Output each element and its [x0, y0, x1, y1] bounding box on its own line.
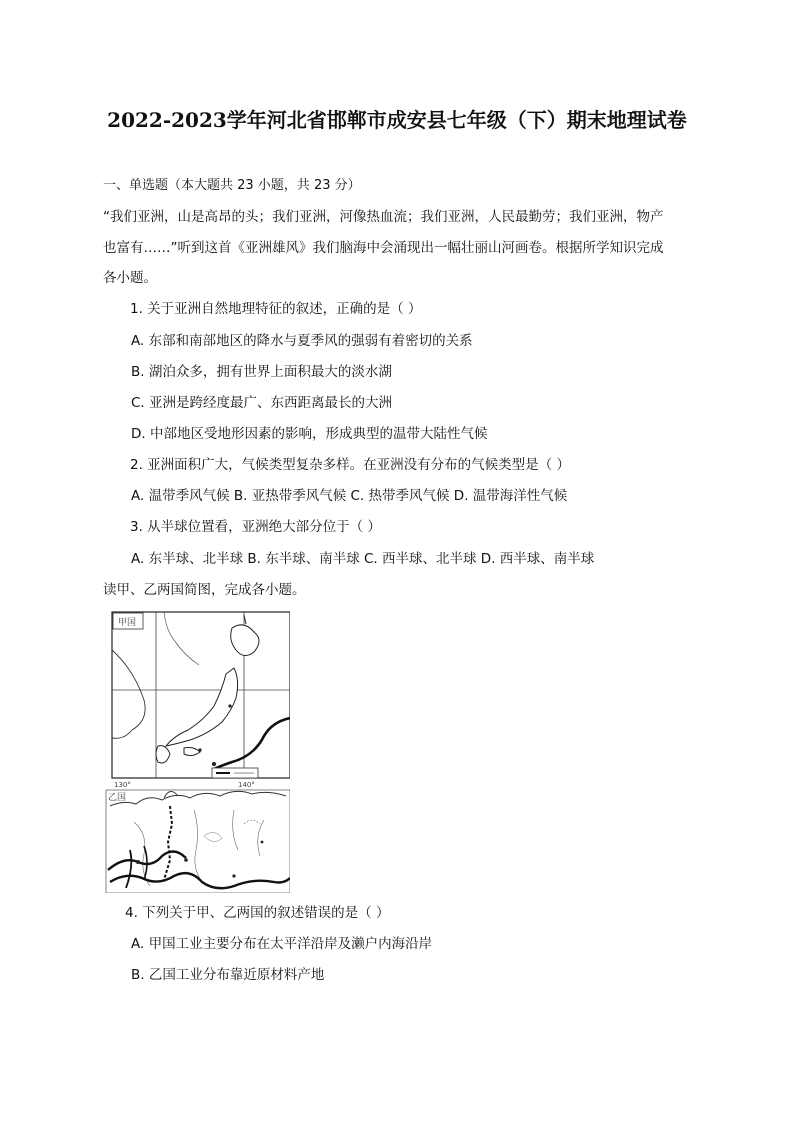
- passage-line-3: 各小题。: [103, 270, 157, 286]
- map-label-jia: 甲国: [118, 618, 137, 628]
- passage-line-2: 也富有……”听到这首《亚洲雄风》我们脑海中会涌现出一幅壮丽山河画卷。根据所学知识完成: [103, 240, 664, 256]
- question-1-stem: 1. 关于亚洲自然地理特征的叙述，正确的是（ ）: [130, 301, 422, 317]
- map-jia: [112, 612, 290, 778]
- question-3-options: A. 东半球、北半球 B. 东半球、南半球 C. 西半球、北半球 D. 西半球、南半球: [131, 551, 595, 567]
- question-3-stem: 3. 从半球位置看，亚洲绝大部分位于（ ）: [130, 519, 381, 535]
- question-1-option-d: D. 中部地区受地形因素的影响，形成典型的温带大陆性气候: [131, 426, 488, 442]
- question-2-options: A. 温带季风气候 B. 亚热带季风气候 C. 热带季风气候 D. 温带海洋性气候: [131, 488, 568, 504]
- country-maps-svg: [104, 610, 290, 893]
- map-intro: 读甲、乙两国简图，完成各小题。: [103, 582, 306, 598]
- section-heading: 一、单选题（本大题共 23 小题，共 23 分）: [103, 178, 361, 193]
- question-1-option-c: C. 亚洲是跨经度最广、东西距离最长的大洲: [131, 395, 393, 411]
- question-2-stem: 2. 亚洲面积广大，气候类型复杂多样。在亚洲没有分布的气候类型是（ ）: [130, 457, 570, 473]
- question-4-option-b: B. 乙国工业分布靠近原材料产地: [131, 967, 325, 983]
- passage-line-1: “我们亚洲，山是高昂的头；我们亚洲，河像热血流；我们亚洲，人民最勤劳；我们亚洲，物产: [103, 209, 664, 225]
- lon-label-right: 140°: [238, 781, 255, 789]
- lon-label-left: 130°: [114, 781, 131, 789]
- question-4-option-a: A. 甲国工业主要分布在太平洋沿岸及濑户内海沿岸: [131, 936, 433, 952]
- question-4-stem: 4. 下列关于甲、乙两国的叙述错误的是（ ）: [125, 905, 390, 921]
- question-1-option-b: B. 湖泊众多，拥有世界上面积最大的淡水湖: [131, 364, 392, 380]
- map-yi: [106, 790, 290, 893]
- question-1-option-a: A. 东部和南部地区的降水与夏季风的强弱有着密切的关系: [131, 333, 473, 349]
- map-label-yi: 乙国: [108, 793, 127, 803]
- country-maps-figure: [104, 610, 290, 893]
- exam-title: 2022-2023学年河北省邯郸市成安县七年级（下）期末地理试卷: [107, 108, 687, 132]
